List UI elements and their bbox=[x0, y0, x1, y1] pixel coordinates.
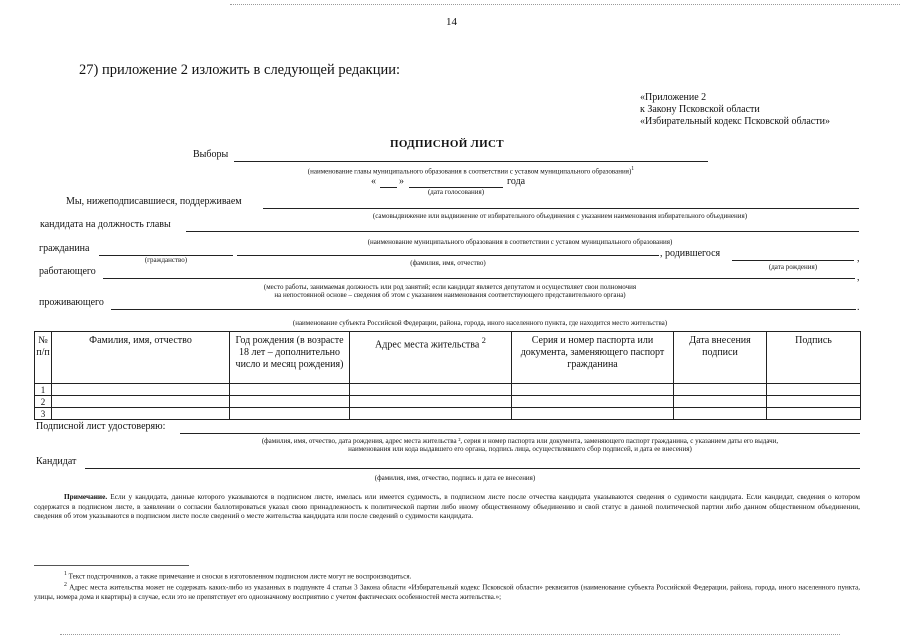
scan-artifact-top bbox=[230, 4, 900, 5]
voting-day-field[interactable] bbox=[380, 187, 397, 188]
work-caption-line-1: (место работы, занимаемая должность или род занятий; если кандидат является депутатом и осуществляет свои полномочия bbox=[263, 283, 637, 291]
row-number: 2 bbox=[35, 396, 52, 408]
form-title: ПОДПИСНОЙ ЛИСТ bbox=[390, 138, 504, 150]
note-title: Примечание. bbox=[64, 492, 108, 501]
col-header-passport: Серия и номер паспорта или документа, заменяющего паспорт гражданина bbox=[512, 332, 674, 384]
cell-birth-year[interactable] bbox=[230, 396, 350, 408]
certifier-caption bbox=[150, 437, 890, 453]
col-header-sign-date: Дата внесения подписи bbox=[674, 332, 767, 384]
cell-signature[interactable] bbox=[767, 384, 861, 396]
cell-sign-date[interactable] bbox=[674, 408, 767, 420]
voting-date-caption: (дата голосования) bbox=[427, 188, 485, 196]
birth-date-field[interactable] bbox=[732, 260, 854, 261]
born-label: , родившегося bbox=[660, 248, 721, 259]
date-close-quote: » bbox=[399, 176, 404, 187]
residence-period: . bbox=[857, 302, 860, 313]
cell-address[interactable] bbox=[350, 384, 512, 396]
cell-signature[interactable] bbox=[767, 396, 861, 408]
work-field[interactable] bbox=[103, 278, 855, 279]
footnotes bbox=[34, 570, 860, 602]
work-caption bbox=[240, 283, 660, 299]
footnote-mark: 2 bbox=[64, 582, 67, 589]
amendment-heading: 27) приложение 2 изложить в следующей редакции: bbox=[79, 62, 401, 78]
footnote-1 bbox=[34, 570, 860, 581]
candidate-post-caption: (наименование муниципального образования в соответствии с уставом муниципального образования) bbox=[367, 238, 673, 246]
candidate-field[interactable] bbox=[85, 468, 860, 469]
row-number: 1 bbox=[35, 384, 52, 396]
footnote-text: Текст подстрочников, а также примечание и сноски в изготовленном подписном листе могут не воспроизводиться. bbox=[68, 572, 412, 581]
date-open-quote: « bbox=[371, 176, 376, 187]
elections-label: Выборы bbox=[193, 149, 229, 160]
note-text: Если у кандидата, данные которого указываются в подписном листе, имелась или имеется судимость, в подписном листе после отчества кандидата указываются сведения о судимости кандидата. Если кандидат, сведения о котором содержатся в подписном листе, в заявлении о согласии баллотироваться указал свою принадлежность к политической партии либо иному общественному объединению и свой статус в данной политической партии либо данном общественном объединении, сведения об этом указываются в подписном листе после сведений о месте жительства кандидата или после сведений о судимости кандидата. bbox=[34, 492, 861, 520]
support-caption: (самовыдвижение или выдвижение от избирательного объединения с указанием наименования избирательного объединения) bbox=[372, 212, 748, 220]
appendix-line-3: «Избирательный кодекс Псковской области» bbox=[640, 116, 830, 127]
cell-birth-year[interactable] bbox=[230, 384, 350, 396]
col-header-name: Фамилия, имя, отчество bbox=[52, 332, 230, 384]
footnote-separator bbox=[34, 565, 189, 566]
elections-field[interactable] bbox=[234, 161, 708, 162]
cell-birth-year[interactable] bbox=[230, 408, 350, 420]
cell-sign-date[interactable] bbox=[674, 396, 767, 408]
cell-name[interactable] bbox=[52, 408, 230, 420]
table-row bbox=[35, 408, 861, 420]
work-label: работающего bbox=[39, 266, 96, 277]
citizen-label: гражданина bbox=[39, 243, 90, 254]
cell-address[interactable] bbox=[350, 408, 512, 420]
cell-signature[interactable] bbox=[767, 408, 861, 420]
candidate-label: Кандидат bbox=[36, 456, 77, 467]
footnote-2 bbox=[34, 581, 860, 601]
footnote-mark: 1 bbox=[64, 571, 67, 577]
cell-passport[interactable] bbox=[512, 396, 674, 408]
elections-caption: (наименование главы муниципального образования в соответствии с уставом муниципального образования)$^1$ bbox=[307, 166, 635, 176]
col-header-number: № п/п bbox=[35, 332, 52, 384]
table-header-row bbox=[35, 332, 861, 384]
birth-date-caption: (дата рождения) bbox=[768, 263, 818, 271]
residence-field[interactable] bbox=[111, 309, 856, 310]
citizen-name-caption: (фамилия, имя, отчество) bbox=[410, 259, 486, 267]
candidate-caption: (фамилия, имя, отчество, подпись и дата ее внесения) bbox=[374, 474, 536, 482]
table-row bbox=[35, 396, 861, 408]
certifier-label: Подписной лист удостоверяю: bbox=[36, 421, 166, 432]
work-caption-line-2: на непостоянной основе – сведения об этом с указанием наименования соответствующего представительного органа) bbox=[274, 291, 626, 299]
year-label: года bbox=[507, 176, 526, 187]
col-header-address: Адрес места жительства $^2$ bbox=[350, 332, 512, 384]
footnote-text: Адрес места жительства может не содержать каких-либо из указанных в подпункте 4 статьи 3 Закона области «Избирательный кодекс Псковской области» реквизитов (наименование субъекта Российской Федерации, района, города, иного населенного пункта, улицы, номера дома и квартиры) в случае, если это не препятствует его однозначному восприятию с учетом фактических особенностей места жительства.»; bbox=[34, 583, 861, 601]
cell-sign-date[interactable] bbox=[674, 384, 767, 396]
appendix-reference bbox=[640, 92, 830, 128]
row-number: 3 bbox=[35, 408, 52, 420]
appendix-line-2: к Закону Псковской области bbox=[640, 104, 760, 115]
appendix-line-1: «Приложение 2 bbox=[640, 92, 707, 103]
cell-address[interactable] bbox=[350, 396, 512, 408]
residence-caption: (наименование субъекта Российской Федерации, района, города, иного населенного пункта, где находится место жительства) bbox=[292, 319, 668, 327]
cell-passport[interactable] bbox=[512, 384, 674, 396]
scan-artifact-bottom bbox=[60, 634, 840, 635]
candidate-post-label: кандидата на должность главы bbox=[40, 219, 171, 230]
cell-name[interactable] bbox=[52, 396, 230, 408]
col-header-signature: Подпись bbox=[767, 332, 861, 384]
cell-name[interactable] bbox=[52, 384, 230, 396]
support-field[interactable] bbox=[263, 208, 859, 209]
residence-label: проживающего bbox=[39, 297, 104, 308]
citizen-name-field[interactable] bbox=[237, 255, 659, 256]
candidate-post-field[interactable] bbox=[186, 231, 859, 232]
support-label: Мы, нижеподписавшиеся, поддерживаем bbox=[66, 196, 242, 207]
certifier-caption-line-1: (фамилия, имя, отчество, дата рождения, адрес места жительства ², серия и номер паспорта или документа, заменяющего паспорт гражданина, с указанием даты его выдачи, bbox=[261, 437, 779, 445]
col-header-birth-year: Год рождения (в возрасте 18 лет – дополнительно число и месяц рождения) bbox=[230, 332, 350, 384]
note bbox=[34, 492, 860, 521]
certifier-caption-line-2: наименования или кода выдавшего его органа, подпись лица, осуществлявшего сбор подписей, и дата ее внесения) bbox=[348, 445, 692, 453]
citizenship-caption: (гражданство) bbox=[144, 256, 188, 264]
table-row bbox=[35, 384, 861, 396]
citizen-comma: , bbox=[857, 253, 860, 264]
cell-passport[interactable] bbox=[512, 408, 674, 420]
certifier-field[interactable] bbox=[180, 433, 860, 434]
work-comma: , bbox=[857, 272, 860, 283]
signatures-table bbox=[34, 331, 861, 420]
page-number: 14 bbox=[446, 16, 457, 28]
